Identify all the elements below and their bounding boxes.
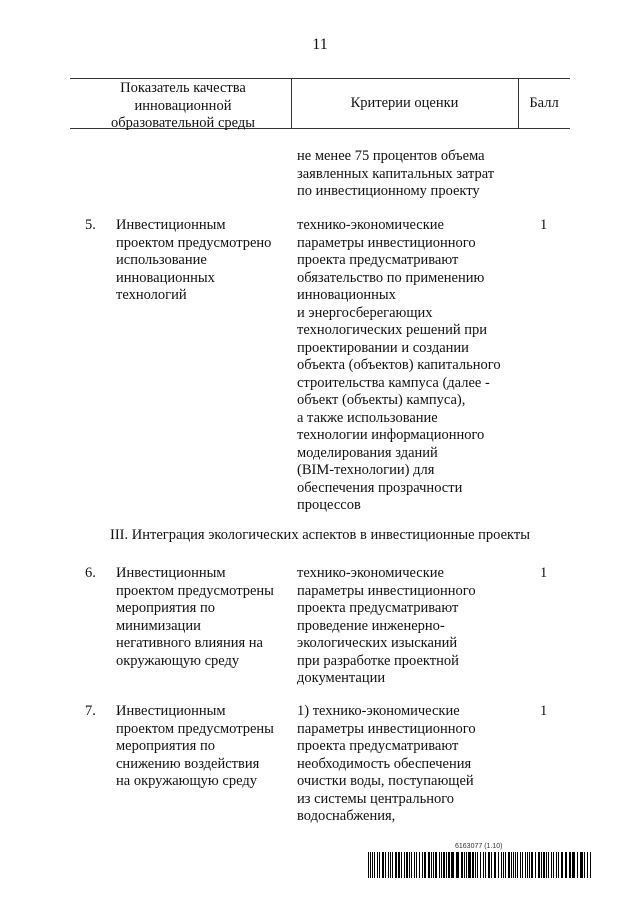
row-score: 1 (540, 217, 548, 233)
header-indicator: Показатель качества инновационной образовательной среды (111, 80, 255, 131)
row-criteria: технико-экономические параметры инвестиционного проекта предусматривают проведение инженерно- экологических изысканий при разработке проектной документации (297, 565, 476, 686)
row-number: 5. (85, 217, 96, 233)
table-top-rule (70, 78, 570, 79)
row-criteria: технико-экономические параметры инвестиционного проекта предусматривают обязательство по применению инновационных и энергосберегающих технологических решений при проектировании и создании объекта (объектов) капитального строительства кампуса (далее - объект (объекты) кампуса), а также использование технологии информационного моделирования зданий (BIM-технологии) для обеспечения прозрачности процессов (297, 217, 501, 513)
header-score: Балл (529, 95, 559, 111)
header-criteria: Критерии оценки (350, 95, 459, 111)
section-title: III. Интеграция экологических аспектов в инвестиционные проекты (110, 527, 530, 543)
row-number: 6. (85, 565, 96, 581)
row-indicator: Инвестиционным проектом предусмотрены мероприятия по минимизации негативного влияния на окружающую среду (116, 565, 274, 669)
row-number: 7. (85, 703, 96, 719)
row-score: 1 (540, 703, 548, 719)
page-number: 11 (312, 36, 328, 53)
continuation-text: не менее 75 процентов объема заявленных капитальных затрат по инвестиционному проекту (297, 148, 495, 199)
barcode-icon (368, 852, 592, 878)
row-criteria: 1) технико-экономические параметры инвестиционного проекта предусматривают необходимость обеспечения очистки воды, поступающей из системы центрального водоснабжения, (297, 703, 476, 824)
row-score: 1 (540, 565, 548, 581)
row-indicator: Инвестиционным проектом предусмотрены мероприятия по снижению воздействия на окружающую среду (116, 703, 274, 789)
row-indicator: Инвестиционным проектом предусмотрено использование инновационных технологий (116, 217, 272, 303)
document-code: 6163077 (1.10) (455, 843, 503, 850)
